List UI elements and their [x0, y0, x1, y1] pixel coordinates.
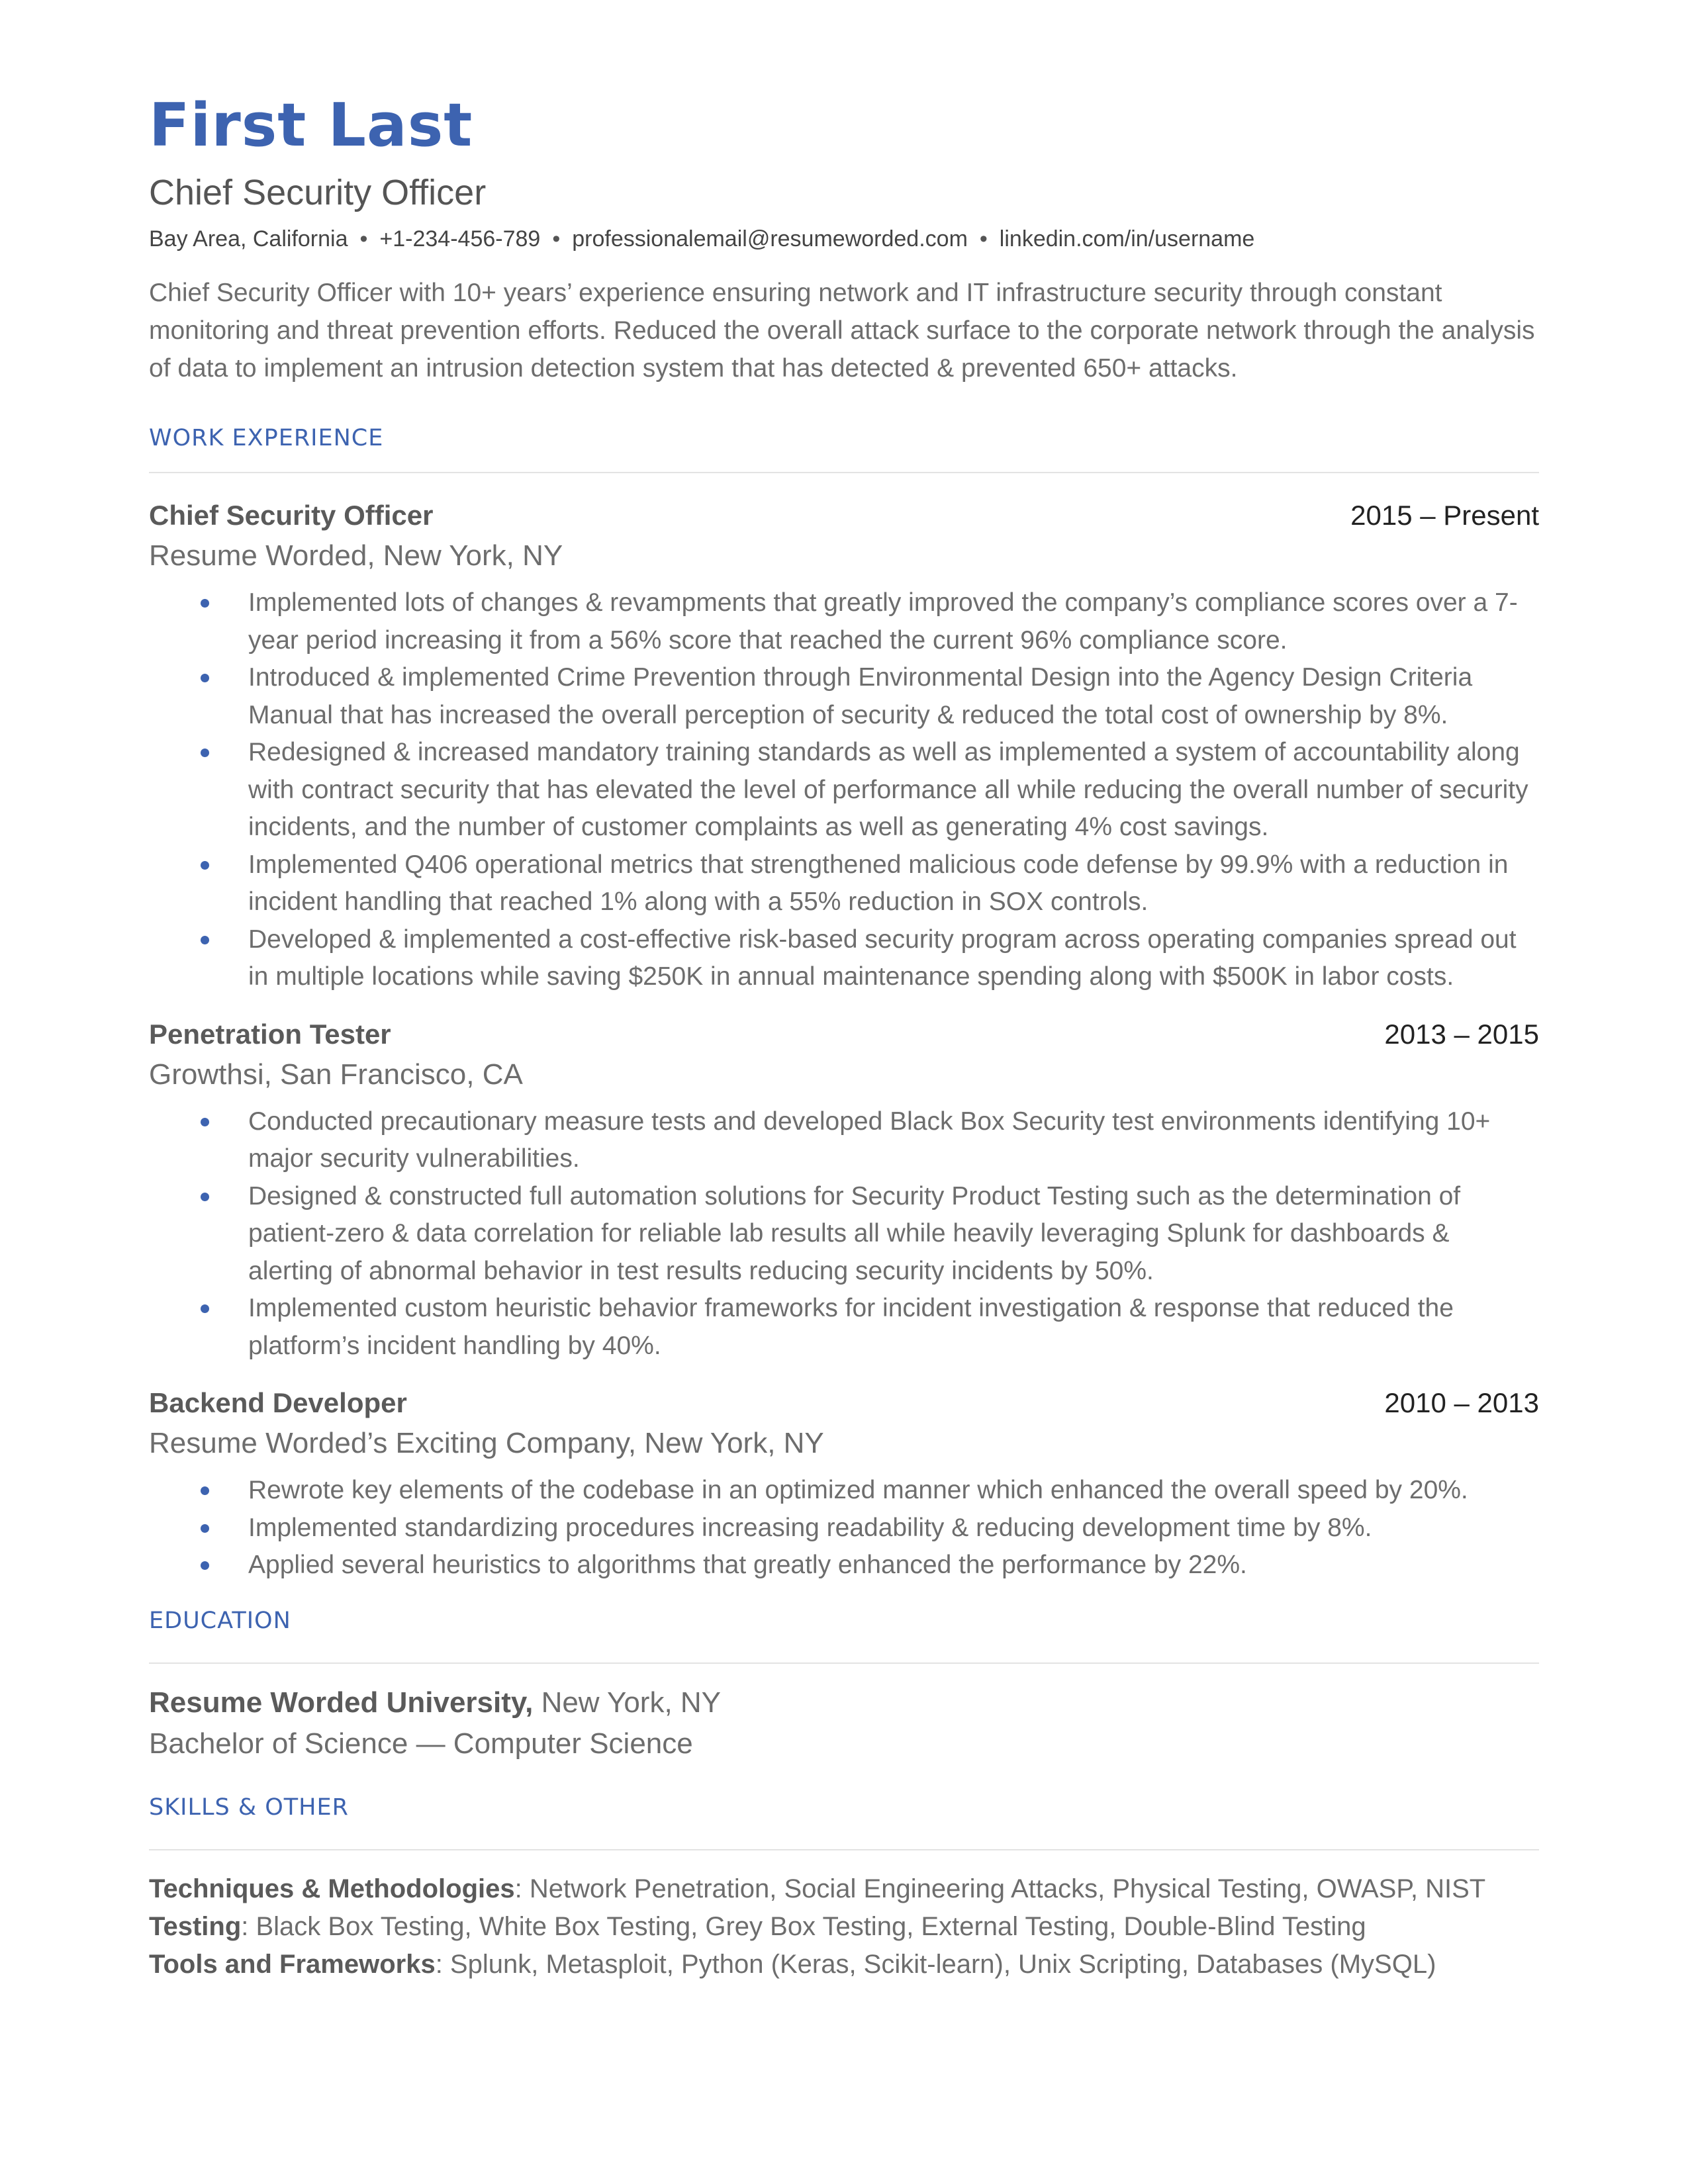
bullet-item — [149, 921, 1539, 996]
job-entry — [149, 1015, 1539, 1365]
contact-line — [149, 222, 1539, 255]
bullet-item — [149, 1290, 1539, 1365]
summary: Chief Security Officer with 10+ years’ experience ensuring network and IT infrastructure security through constant monitoring and threat prevention efforts. Reduced the overall attack surface to the corporate network through the analysis of data to implement an intrusion detection system that has detected & prevented 650+ attacks. — [149, 279, 1535, 383]
section-heading-education: EDUCATION — [149, 1607, 291, 1634]
bullet-text: Applied several heuristics to algorithms that greatly enhanced the performance by 22%. — [248, 1551, 1247, 1579]
bullet-text: Implemented standardizing procedures increasing readability & reducing development time by 8%. — [248, 1513, 1372, 1542]
job-dates: 2013 – 2015 — [1384, 1018, 1539, 1050]
bullet-text: Implemented lots of changes & revampments that greatly improved the company’s compliance scores over a 7-year period increasing it from a 56% score that reached the current 96% compliance score. — [248, 588, 1518, 655]
job-entry — [149, 1383, 1539, 1584]
job-dates: 2015 – Present — [1350, 500, 1539, 531]
bullet-text: Redesigned & increased mandatory training standards as well as implemented a system of accountability along with contract security that has elevated the level of performance all while reducing the overall number of security incidents, and the number of customer complaints as well as generating 4% cost savings. — [248, 738, 1528, 841]
section-divider — [149, 1849, 1539, 1850]
bullet-dot — [201, 599, 209, 608]
bullet-item — [149, 1103, 1539, 1178]
bullet-dot — [201, 674, 209, 682]
bullet-text: Introduced & implemented Crime Prevention through Environmental Design into the Agency Design Criteria Manual that has increased the overall perception of security & reduced the total cost of ownership by 8%. — [248, 663, 1473, 729]
candidate-name: First Last — [149, 91, 473, 160]
job-role: Penetration Tester — [149, 1018, 391, 1050]
section-divider — [149, 1662, 1539, 1664]
skill-label: Testing — [149, 1911, 242, 1941]
contact-separator: • — [552, 226, 561, 251]
bullet-item — [149, 1510, 1539, 1547]
bullet-item — [149, 584, 1539, 659]
bullet-dot — [201, 1524, 209, 1533]
section-heading-work: WORK EXPERIENCE — [149, 425, 384, 451]
skill-value: : Splunk, Metasploit, Python (Keras, Scikit-learn), Unix Scripting, Databases (MySQL) — [435, 1949, 1436, 1979]
contact-separator: • — [359, 226, 368, 251]
section-divider — [149, 472, 1539, 473]
job-company: Growthsi, San Francisco, CA — [149, 1058, 523, 1091]
job-header — [149, 1015, 1539, 1054]
job-role: Backend Developer — [149, 1387, 407, 1418]
bullet-text: Conducted precautionary measure tests and developed Black Box Security test environments identifying 10+ major security vulnerabilities. — [248, 1107, 1491, 1173]
bullet-text: Rewrote key elements of the codebase in an optimized manner which enhanced the overall speed by 20%. — [248, 1476, 1468, 1504]
contact-email[interactable]: professionalemail@resumeworded.com — [572, 226, 968, 251]
job-company: Resume Worded’s Exciting Company, New York, NY — [149, 1427, 824, 1459]
candidate-title: Chief Security Officer — [149, 173, 487, 212]
skills-list — [149, 1870, 1539, 1983]
education-degree: Bachelor of Science — Computer Science — [149, 1727, 693, 1760]
bullet-text: Developed & implemented a cost-effective risk-based security program across operating companies spread out in multiple locations while saving $250K in annual maintenance spending along with $500K in labor costs. — [248, 925, 1517, 991]
job-role: Chief Security Officer — [149, 500, 434, 531]
contact-linkedin[interactable]: linkedin.com/in/username — [999, 226, 1255, 251]
job-entry — [149, 496, 1539, 996]
education-school-line — [149, 1682, 1539, 1723]
bullet-dot — [201, 1486, 209, 1495]
job-dates: 2010 – 2013 — [1384, 1387, 1539, 1418]
bullet-item — [149, 659, 1539, 734]
bullet-item — [149, 1178, 1539, 1291]
job-header — [149, 496, 1539, 535]
skill-line — [149, 1908, 1539, 1946]
bullet-item — [149, 1547, 1539, 1584]
bullet-dot — [201, 861, 209, 870]
contact-phone: +1-234-456-789 — [379, 226, 541, 251]
job-bullets — [149, 584, 1539, 996]
skill-value: : Black Box Testing, White Box Testing, Grey Box Testing, External Testing, Double-Blind Testing — [241, 1911, 1366, 1941]
bullet-text: Designed & constructed full automation solutions for Security Product Testing such as the determination of patient-zero & data correlation for reliable lab results all while heavily leveraging Splunk for dashboards & alerting of abnormal behavior in test results reducing security incidents by 50%. — [248, 1181, 1461, 1285]
education-location: New York, NY — [541, 1686, 722, 1719]
job-bullets — [149, 1472, 1539, 1584]
bullet-dot — [201, 749, 209, 757]
contact-separator: • — [979, 226, 988, 251]
resume-content — [149, 86, 1539, 1983]
bullet-text: Implemented Q406 operational metrics that strengthened malicious code defense by 99.9% with a reduction in incident handling that reached 1% along with a 55% reduction in SOX controls. — [248, 850, 1509, 916]
skill-line — [149, 1870, 1539, 1908]
bullet-dot — [201, 936, 209, 944]
contact-location: Bay Area, California — [149, 226, 348, 251]
bullet-dot — [201, 1193, 209, 1201]
section-heading-skills: SKILLS & OTHER — [149, 1794, 349, 1821]
bullet-item — [149, 734, 1539, 846]
job-header — [149, 1383, 1539, 1423]
skill-line — [149, 1946, 1539, 1983]
bullet-text: Implemented custom heuristic behavior frameworks for incident investigation & response that reduced the platform’s incident handling by 40%. — [248, 1294, 1454, 1360]
education-school: Resume Worded University, — [149, 1686, 534, 1719]
job-bullets — [149, 1103, 1539, 1365]
skill-value: : Network Penetration, Social Engineering Attacks, Physical Testing, OWASP, NIST — [514, 1874, 1486, 1903]
bullet-dot — [201, 1561, 209, 1570]
bullet-dot — [201, 1118, 209, 1126]
skill-label: Tools and Frameworks — [149, 1949, 436, 1979]
skill-label: Techniques & Methodologies — [149, 1874, 515, 1903]
job-company: Resume Worded, New York, NY — [149, 539, 563, 572]
bullet-item — [149, 846, 1539, 921]
bullet-item — [149, 1472, 1539, 1510]
bullet-dot — [201, 1304, 209, 1313]
